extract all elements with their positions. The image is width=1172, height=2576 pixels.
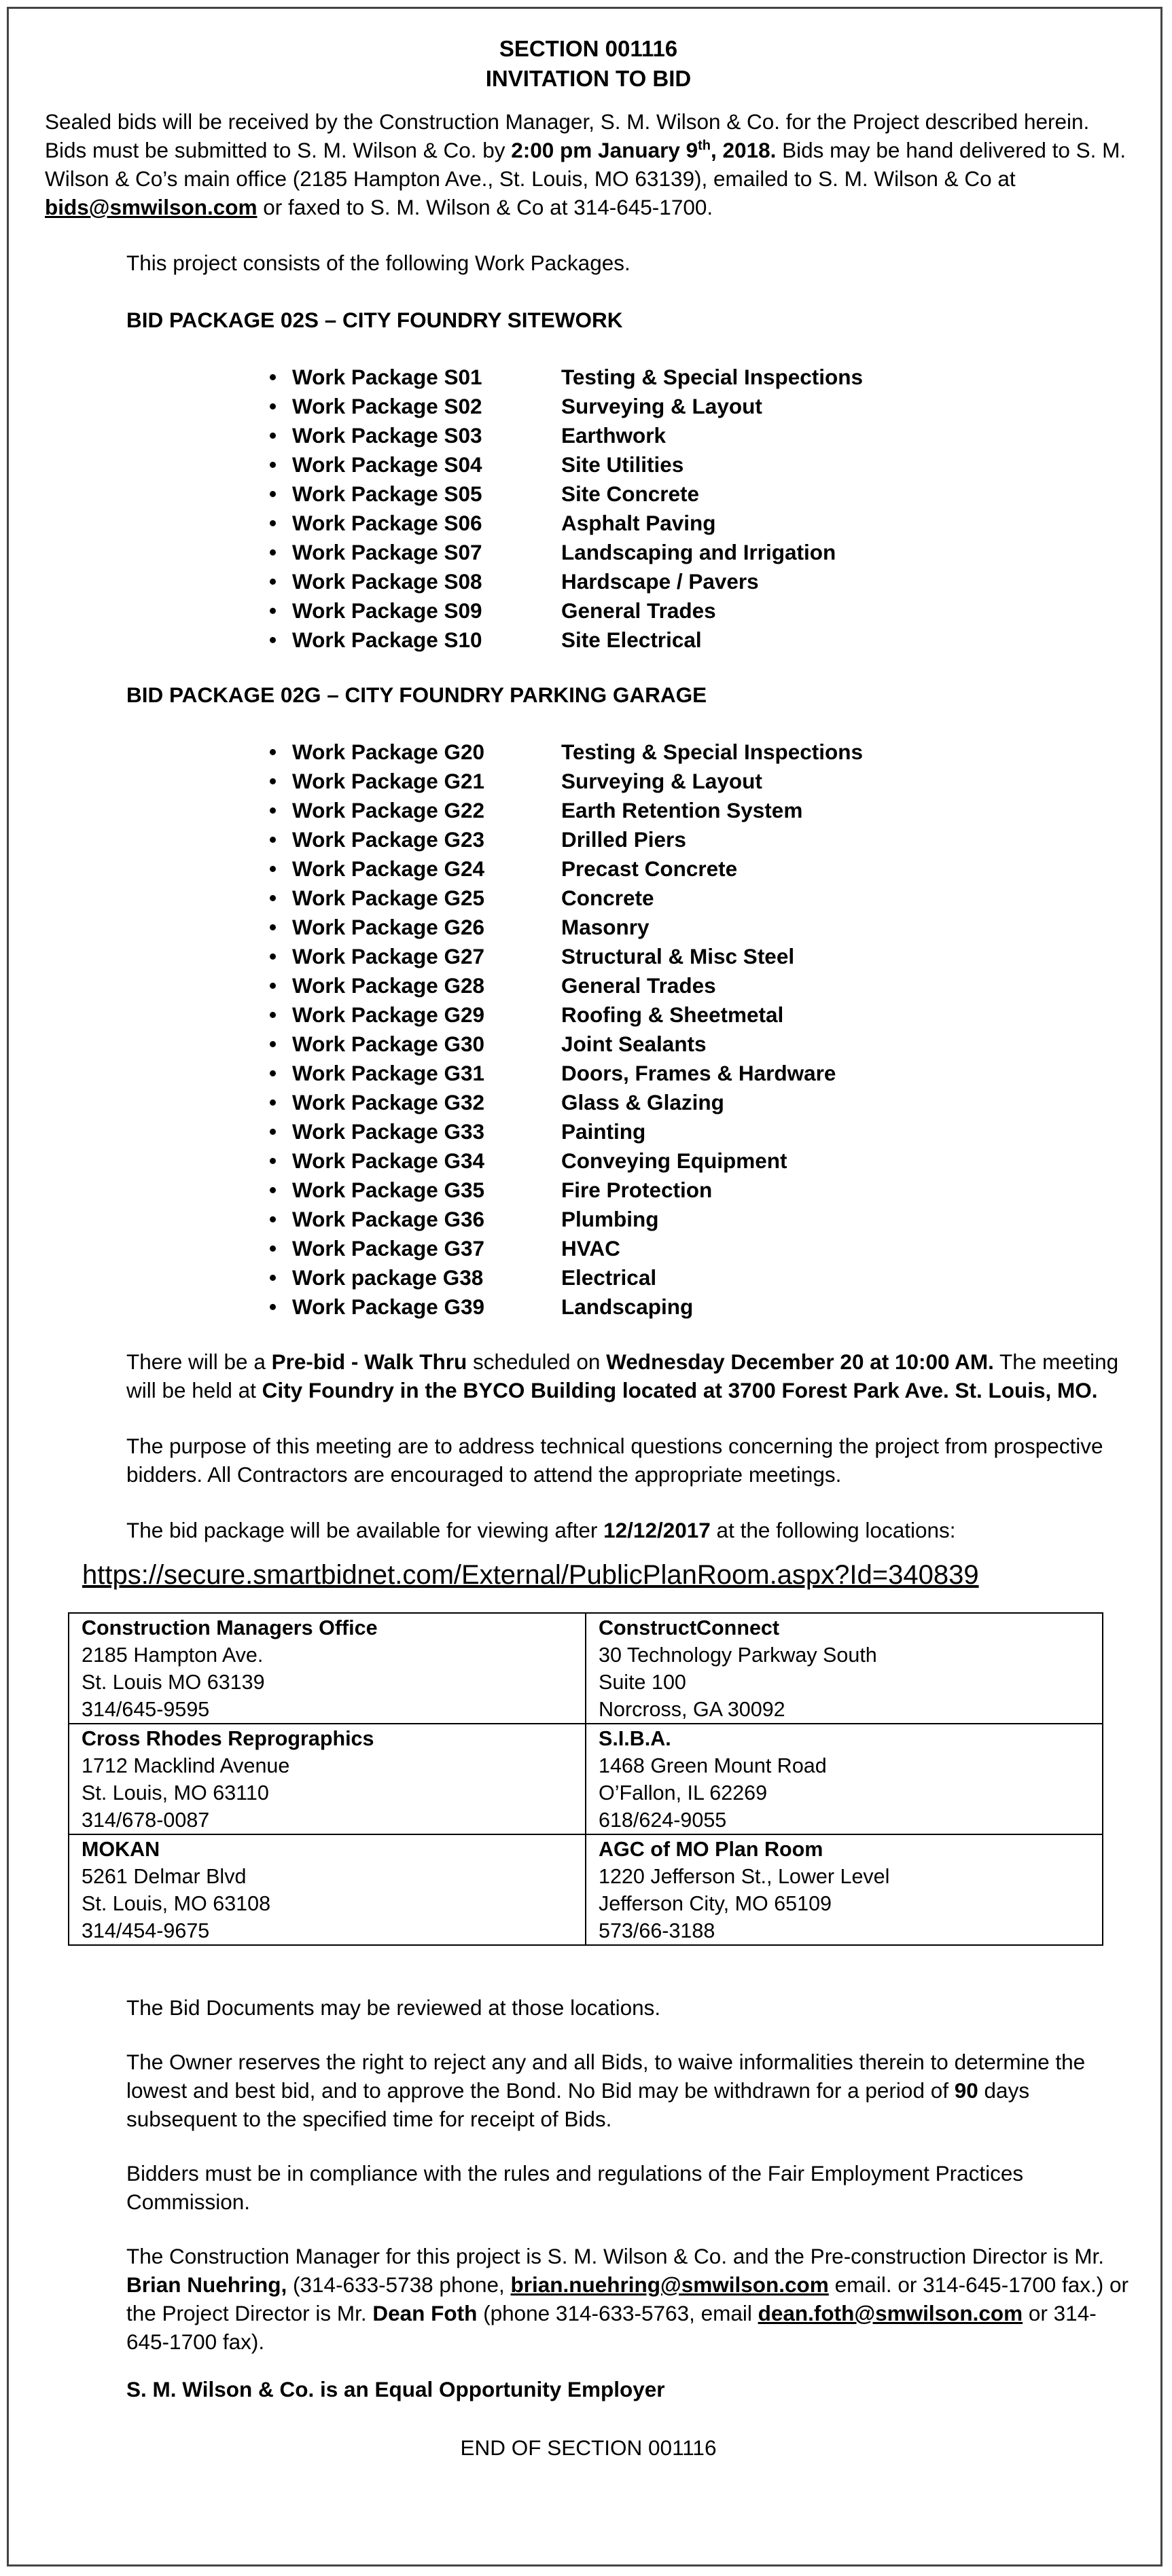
- end-of-section: END OF SECTION 001116: [460, 2435, 717, 2460]
- work-package-number: Work Package G29: [292, 1002, 485, 1027]
- work-package-number: Work Package S09: [292, 598, 482, 623]
- location-cell: [69, 1724, 586, 1834]
- contacts-text-4: (phone 314-633-5763, email: [477, 2301, 758, 2325]
- bullet-icon: •: [269, 1236, 277, 1260]
- work-package-number: Work package G38: [292, 1265, 484, 1290]
- location-cell: [586, 1834, 1103, 1945]
- location-name: AGC of MO Plan Room: [599, 1838, 823, 1861]
- work-package-description: Glass & Glazing: [561, 1090, 724, 1114]
- location-line: St. Louis, MO 63110: [82, 1781, 269, 1804]
- bullet-icon: •: [269, 769, 277, 793]
- plan-room-link[interactable]: https://secure.smartbidnet.com/External/PublicPlanRoom.aspx?Id=340839: [82, 1560, 979, 1590]
- work-package-item: [269, 509, 1132, 538]
- bullet-icon: •: [269, 569, 277, 594]
- prebid-event: Pre-bid - Walk Thru: [271, 1349, 467, 1374]
- work-package-item: [269, 625, 1132, 655]
- location-cell: [586, 1613, 1103, 1724]
- work-package-description: Plumbing: [561, 1207, 659, 1231]
- bullet-icon: •: [269, 827, 277, 852]
- work-package-item: [269, 1088, 1132, 1117]
- intro-text-3: or faxed to S. M. Wilson & Co at 314-645-1700.: [257, 195, 713, 219]
- work-package-number: Work Package G31: [292, 1061, 485, 1085]
- location-line: 618/624-9055: [599, 1809, 727, 1832]
- work-package-item: [269, 1059, 1132, 1088]
- availability-date: 12/12/2017: [603, 1518, 711, 1542]
- availability-text-2: at the following locations:: [710, 1518, 956, 1542]
- work-package-number: Work Package G21: [292, 769, 485, 793]
- work-package-item: [269, 1234, 1132, 1263]
- work-package-item: [269, 913, 1132, 942]
- work-package-number: Work Package G26: [292, 915, 485, 939]
- bullet-icon: •: [269, 1119, 277, 1144]
- location-line: O’Fallon, IL 62269: [599, 1781, 768, 1804]
- work-package-item: [269, 450, 1132, 479]
- prebid-text-1: There will be a: [126, 1349, 272, 1374]
- work-package-description: Joint Sealants: [561, 1032, 707, 1056]
- work-package-description: Testing & Special Inspections: [561, 740, 864, 764]
- work-package-item: [269, 1176, 1132, 1205]
- work-package-number: Work Package G28: [292, 973, 485, 998]
- compliance-paragraph: Bidders must be in compliance with the rules and regulations of the Fair Employment Practices Commission.: [126, 2161, 1024, 2214]
- purpose-paragraph: The purpose of this meeting are to address technical questions concerning the project from prospective bidders. All Contractors are encouraged to attend the appropriate meetings.: [126, 1434, 1103, 1487]
- work-package-item: [269, 363, 1132, 392]
- work-package-item: [269, 1263, 1132, 1292]
- bullet-icon: •: [269, 1207, 277, 1231]
- bullet-icon: •: [269, 1294, 277, 1319]
- work-package-item: [269, 767, 1132, 796]
- work-package-description: Doors, Frames & Hardware: [561, 1061, 836, 1085]
- work-package-number: Work Package S06: [292, 511, 482, 535]
- location-row: [69, 1613, 1103, 1724]
- bid-deadline-suffix: th: [698, 138, 711, 153]
- work-package-description: Site Electrical: [561, 628, 702, 652]
- bid-deadline-year: , 2018.: [711, 138, 777, 162]
- work-package-item: [269, 421, 1132, 450]
- bullet-icon: •: [269, 915, 277, 939]
- eoe-statement: S. M. Wilson & Co. is an Equal Opportunity Employer: [126, 2377, 665, 2401]
- location-line: St. Louis, MO 63108: [82, 1892, 271, 1915]
- work-package-item: [269, 538, 1132, 567]
- bullet-icon: •: [269, 944, 277, 968]
- work-package-item: [269, 825, 1132, 854]
- work-package-description: Concrete: [561, 886, 654, 910]
- location-name: S.I.B.A.: [599, 1727, 671, 1750]
- work-package-number: Work Package G25: [292, 886, 485, 910]
- work-package-description: Painting: [561, 1119, 646, 1144]
- contacts-text-5: or 314-645-1700 fax).: [126, 2301, 1097, 2354]
- location-cell: [586, 1724, 1103, 1834]
- brian-email-link[interactable]: brian.nuehring@smwilson.com: [510, 2272, 829, 2297]
- intro-text-1: Sealed bids will be received by the Construction Manager, S. M. Wilson & Co. for the Project described herein. Bids must be submitted to S. M. Wilson & Co. by: [45, 109, 1090, 162]
- locations-table: [68, 1612, 1103, 1946]
- work-package-item: [269, 942, 1132, 971]
- packages-intro: This project consists of the following Work Packages.: [126, 251, 631, 275]
- work-package-item: [269, 1117, 1132, 1146]
- owner-rights-text-1: The Owner reserves the right to reject any and all Bids, to waive informalities therein to determine the lowest and best bid, and to approve the Bond. No Bid may be withdrawn for a period of: [126, 2050, 1086, 2103]
- availability-paragraph: [45, 1516, 1132, 1544]
- bullet-icon: •: [269, 452, 277, 477]
- withdrawal-days: 90: [954, 2078, 978, 2103]
- work-package-number: Work Package S01: [292, 365, 482, 389]
- work-package-item: [269, 854, 1132, 884]
- bullet-icon: •: [269, 1178, 277, 1202]
- location-cell: [69, 1834, 586, 1945]
- bullet-icon: •: [269, 423, 277, 448]
- location-line: 2185 Hampton Ave.: [82, 1644, 264, 1667]
- bullet-icon: •: [269, 740, 277, 764]
- location-name: ConstructConnect: [599, 1616, 780, 1639]
- location-name: Construction Managers Office: [82, 1616, 378, 1639]
- bid-deadline: 2:00 pm January 9: [511, 138, 698, 162]
- preconstruction-director-name: Brian Nuehring,: [126, 2272, 287, 2297]
- location-cell: [69, 1613, 586, 1724]
- location-line: 5261 Delmar Blvd: [82, 1865, 247, 1888]
- dean-email-link[interactable]: dean.foth@smwilson.com: [758, 2301, 1023, 2325]
- location-line: 314/645-9595: [82, 1698, 210, 1721]
- work-package-description: Asphalt Paving: [561, 511, 716, 535]
- bullet-icon: •: [269, 394, 277, 418]
- work-package-description: General Trades: [561, 598, 716, 623]
- bullet-icon: •: [269, 511, 277, 535]
- work-package-description: Precast Concrete: [561, 856, 738, 881]
- work-package-item: [269, 567, 1132, 596]
- work-package-description: HVAC: [561, 1236, 620, 1260]
- work-package-item: [269, 392, 1132, 421]
- location-line: Suite 100: [599, 1671, 686, 1694]
- bullet-icon: •: [269, 482, 277, 506]
- bid-package-heading-sitework: BID PACKAGE 02S – CITY FOUNDRY SITEWORK: [126, 308, 623, 332]
- work-package-number: Work Package S04: [292, 452, 482, 477]
- bids-email-link[interactable]: bids@smwilson.com: [45, 195, 258, 219]
- work-package-number: Work Package S03: [292, 423, 482, 448]
- work-package-description: General Trades: [561, 973, 716, 998]
- bullet-icon: •: [269, 1032, 277, 1056]
- work-package-description: Drilled Piers: [561, 827, 686, 852]
- bullet-icon: •: [269, 1002, 277, 1027]
- bullet-icon: •: [269, 1148, 277, 1173]
- location-line: 573/66-3188: [599, 1919, 715, 1942]
- work-package-number: Work Package G20: [292, 740, 485, 764]
- work-package-number: Work Package S08: [292, 569, 482, 594]
- section-number: SECTION 001116: [499, 36, 678, 61]
- bullet-icon: •: [269, 1265, 277, 1290]
- location-row: [69, 1724, 1103, 1834]
- contacts-text-3: email. or 314-645-1700 fax.) or the Project Director is Mr.: [126, 2272, 1129, 2325]
- work-package-item: [269, 1030, 1132, 1059]
- bullet-icon: •: [269, 1061, 277, 1085]
- work-package-description: Earth Retention System: [561, 798, 803, 822]
- work-package-description: Surveying & Layout: [561, 394, 762, 418]
- work-package-number: Work Package G27: [292, 944, 485, 968]
- work-package-number: Work Package G34: [292, 1148, 485, 1173]
- work-package-description: Site Utilities: [561, 452, 684, 477]
- work-package-item: [269, 479, 1132, 509]
- bullet-icon: •: [269, 798, 277, 822]
- work-package-number: Work Package S10: [292, 628, 482, 652]
- contacts-paragraph: [45, 2242, 1132, 2356]
- work-package-item: [269, 738, 1132, 767]
- bullet-icon: •: [269, 540, 277, 564]
- location-line: 1468 Green Mount Road: [599, 1754, 827, 1777]
- work-package-item: [269, 1205, 1132, 1234]
- work-package-list-garage: [45, 738, 1132, 1322]
- work-package-description: Landscaping: [561, 1294, 694, 1319]
- title-block: [45, 34, 1132, 94]
- bullet-icon: •: [269, 973, 277, 998]
- location-line: 314/678-0087: [82, 1809, 210, 1832]
- work-package-number: Work Package S02: [292, 394, 482, 418]
- work-package-list-sitework: [45, 363, 1132, 655]
- intro-text-2: Bids may be hand delivered to S. M. Wilson & Co’s main office (2185 Hampton Ave., St. Louis, MO 63139), emailed to S. M. Wilson & Co at: [45, 138, 1126, 191]
- work-package-number: Work Package G23: [292, 827, 485, 852]
- work-package-number: Work Package G33: [292, 1119, 485, 1144]
- work-package-number: Work Package G24: [292, 856, 485, 881]
- bullet-icon: •: [269, 856, 277, 881]
- prebid-location: City Foundry in the BYCO Building located at 3700 Forest Park Ave. St. Louis, MO.: [262, 1378, 1098, 1402]
- owner-rights-text-2: days subsequent to the specified time for receipt of Bids.: [126, 2078, 1030, 2131]
- location-line: Jefferson City, MO 65109: [599, 1892, 832, 1915]
- work-package-description: Surveying & Layout: [561, 769, 762, 793]
- work-package-description: Roofing & Sheetmetal: [561, 1002, 784, 1027]
- work-package-number: Work Package G35: [292, 1178, 485, 1202]
- work-package-number: Work Package G37: [292, 1236, 485, 1260]
- work-package-description: Conveying Equipment: [561, 1148, 787, 1173]
- location-row: [69, 1834, 1103, 1945]
- contacts-text-1: The Construction Manager for this project is S. M. Wilson & Co. and the Pre-construction Director is Mr.: [126, 2244, 1105, 2268]
- location-line: 30 Technology Parkway South: [599, 1644, 877, 1667]
- work-package-description: Landscaping and Irrigation: [561, 540, 836, 564]
- work-package-number: Work Package G36: [292, 1207, 485, 1231]
- work-package-description: Fire Protection: [561, 1178, 713, 1202]
- work-package-number: Work Package G22: [292, 798, 485, 822]
- work-package-description: Site Concrete: [561, 482, 700, 506]
- work-package-description: Masonry: [561, 915, 650, 939]
- work-package-item: [269, 971, 1132, 1000]
- availability-text-1: The bid package will be available for viewing after: [126, 1518, 604, 1542]
- review-note: The Bid Documents may be reviewed at those locations.: [126, 1995, 661, 2020]
- document-title: INVITATION TO BID: [485, 66, 692, 91]
- work-package-number: Work Package S05: [292, 482, 482, 506]
- work-package-item: [269, 796, 1132, 825]
- bullet-icon: •: [269, 1090, 277, 1114]
- work-package-number: Work Package G39: [292, 1294, 485, 1319]
- work-package-number: Work Package G30: [292, 1032, 485, 1056]
- bullet-icon: •: [269, 598, 277, 623]
- owner-rights-paragraph: [45, 2048, 1132, 2133]
- work-package-description: Earthwork: [561, 423, 667, 448]
- prebid-text-3: The meeting will be held at: [126, 1349, 1119, 1402]
- location-line: 1712 Macklind Avenue: [82, 1754, 290, 1777]
- location-line: St. Louis MO 63139: [82, 1671, 265, 1694]
- location-line: Norcross, GA 30092: [599, 1698, 785, 1721]
- contacts-text-2: (314-633-5738 phone,: [287, 2272, 511, 2297]
- prebid-text-2: scheduled on: [467, 1349, 607, 1374]
- location-line: 314/454-9675: [82, 1919, 210, 1942]
- work-package-number: Work Package G32: [292, 1090, 485, 1114]
- project-director-name: Dean Foth: [372, 2301, 478, 2325]
- prebid-paragraph: [45, 1347, 1132, 1404]
- work-package-item: [269, 1146, 1132, 1176]
- intro-paragraph: [45, 107, 1132, 221]
- bullet-icon: •: [269, 886, 277, 910]
- bid-package-heading-garage: BID PACKAGE 02G – CITY FOUNDRY PARKING GARAGE: [126, 683, 707, 707]
- work-package-description: Structural & Misc Steel: [561, 944, 795, 968]
- work-package-item: [269, 1000, 1132, 1030]
- work-package-description: Testing & Special Inspections: [561, 365, 864, 389]
- bullet-icon: •: [269, 365, 277, 389]
- document: [45, 34, 1132, 2462]
- work-package-number: Work Package S07: [292, 540, 482, 564]
- prebid-datetime: Wednesday December 20 at 10:00 AM.: [606, 1349, 994, 1374]
- work-package-description: Electrical: [561, 1265, 657, 1290]
- location-name: Cross Rhodes Reprographics: [82, 1727, 374, 1750]
- location-line: 1220 Jefferson St., Lower Level: [599, 1865, 890, 1888]
- bullet-icon: •: [269, 628, 277, 652]
- location-name: MOKAN: [82, 1838, 160, 1861]
- work-package-item: [269, 596, 1132, 625]
- work-package-item: [269, 884, 1132, 913]
- work-package-item: [269, 1292, 1132, 1322]
- work-package-description: Hardscape / Pavers: [561, 569, 759, 594]
